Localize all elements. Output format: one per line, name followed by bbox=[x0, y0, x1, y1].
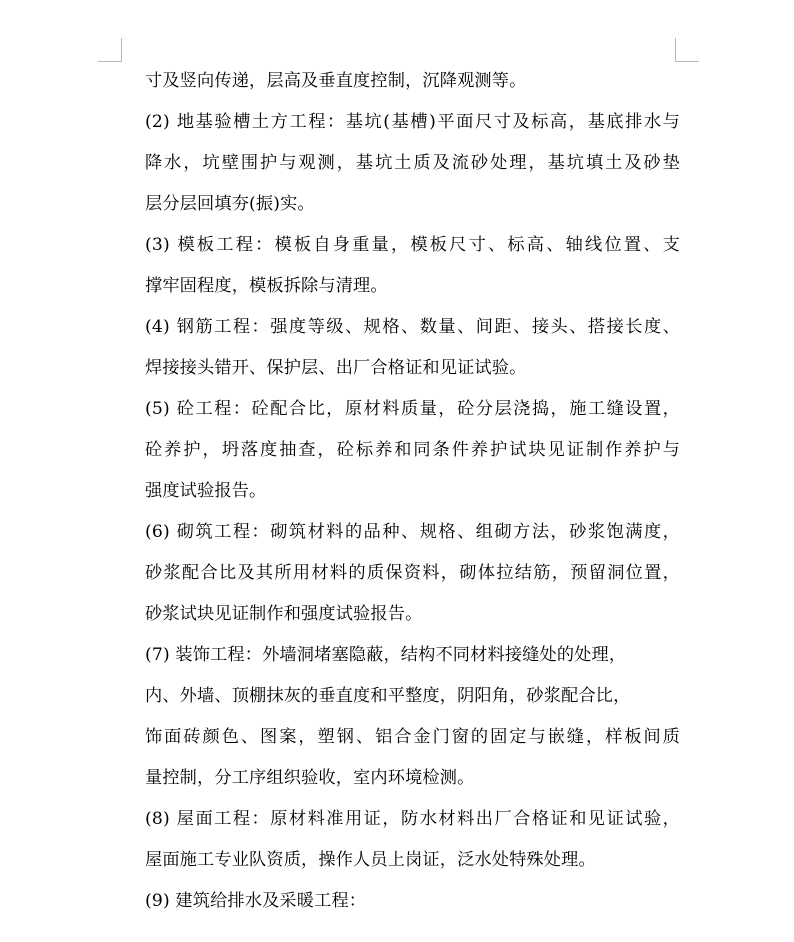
paragraph-line: 撑牢固程度，模板拆除与清理。 bbox=[145, 276, 388, 296]
page-corner-mark-left bbox=[98, 38, 122, 62]
paragraph-line: 层分层回填夯(振)实。 bbox=[145, 194, 315, 214]
paragraph-line: (9) 建筑给排水及采暖工程： bbox=[145, 891, 367, 911]
paragraph-line: (4) 钢筋工程：强度等级、规格、数量、间距、接头、搭接长度、 bbox=[145, 317, 680, 337]
paragraph-line: 饰面砖颜色、图案，塑钢、铝合金门窗的固定与嵌缝，样板间质 bbox=[145, 727, 680, 747]
paragraph-line: 砂浆配合比及其所用材料的质保资料，砌体拉结筋，预留洞位置， bbox=[145, 563, 680, 583]
page-corner-mark-right bbox=[675, 38, 699, 62]
paragraph-line: 砂浆试块见证制作和强度试验报告。 bbox=[145, 604, 423, 624]
paragraph-line: 量控制，分工序组织验收，室内环境检测。 bbox=[145, 768, 475, 788]
paragraph-line: 强度试验报告。 bbox=[145, 481, 267, 501]
paragraph-line: 降水，坑壁围护与观测，基坑土质及流砂处理，基坑填土及砂垫 bbox=[145, 153, 680, 173]
paragraph-line: 焊接接头错开、保护层、出厂合格证和见证试验。 bbox=[145, 358, 527, 378]
paragraph-line: 砼养护，坍落度抽查，砼标养和同条件养护试块见证制作养护与 bbox=[145, 440, 680, 460]
paragraph-line: (5) 砼工程：砼配合比，原材料质量，砼分层浇捣，施工缝设置， bbox=[145, 399, 680, 419]
paragraph-line: 屋面施工专业队资质，操作人员上岗证，泛水处特殊处理。 bbox=[145, 850, 596, 870]
document-body bbox=[145, 64, 680, 925]
paragraph-line: 内、外墙、顶棚抹灰的垂直度和平整度，阴阳角，砂浆配合比， bbox=[145, 686, 631, 706]
paragraph-line: 寸及竖向传递，层高及垂直度控制，沉降观测等。 bbox=[145, 71, 527, 91]
paragraph-line: (3) 模板工程：模板自身重量，模板尺寸、标高、轴线位置、支 bbox=[145, 235, 680, 255]
paragraph-line: (7) 装饰工程：外墙洞堵塞隐蔽，结构不同材料接缝处的处理， bbox=[145, 645, 627, 665]
paragraph-line: (8) 屋面工程：原材料准用证，防水材料出厂合格证和见证试验， bbox=[145, 809, 680, 829]
paragraph-line: (6) 砌筑工程：砌筑材料的品种、规格、组砌方法，砂浆饱满度， bbox=[145, 522, 680, 542]
paragraph-line: (2) 地基验槽土方工程：基坑(基槽)平面尺寸及标高，基底排水与 bbox=[145, 112, 680, 132]
